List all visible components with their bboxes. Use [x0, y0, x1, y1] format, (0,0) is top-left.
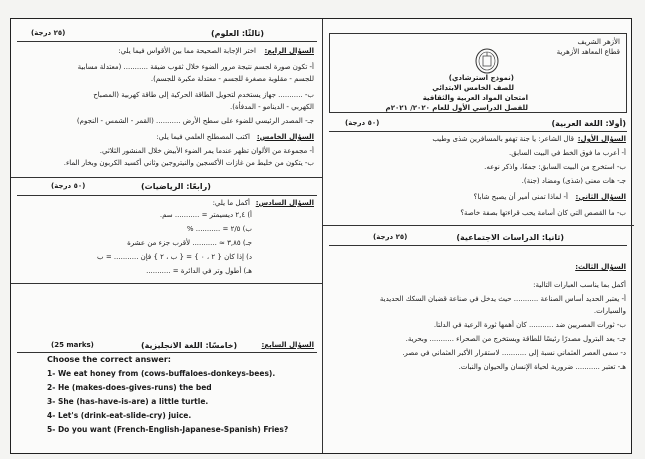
header-exam: امتحان المواد العربية والثقافية [422, 94, 528, 102]
header-term: للفصل الدراسي الأول للعام ٢٠٢٠/ ٢٠٢١م [385, 104, 528, 112]
q3-label: السؤال الثالث: [575, 263, 626, 271]
q3-a: أ- يعتبر الحديد أساس الصناعة ........... حيث يدخل في صناعة قضبان السكك الحديدية [379, 295, 626, 303]
q1-b: ب- استخرج من البيت السابق: جمعًا، واذكر نوعه. [484, 163, 626, 171]
english-item-1: 1- We eat honey from (cows-buffaloes-donkeys-bees). [47, 369, 276, 378]
english-title: (خامسًا: اللغة الانجليزية) [141, 341, 238, 350]
exam-header [329, 33, 627, 113]
section-divider [11, 283, 322, 284]
english-instruction: Choose the correct answer: [47, 355, 171, 364]
q1-label: السؤال الأول: [577, 135, 626, 143]
arabic-title: (أولا: اللغة العربية) [551, 119, 626, 128]
q6-label: السؤال السادس: [255, 199, 314, 207]
science-title: (ثالثًا: العلوم) [211, 29, 264, 38]
header-org1: الأزهر الشريف [577, 38, 620, 46]
right-column [323, 19, 634, 453]
q1-text: قال الشاعر: يا جنة تهفو بالمسافرين شذى وطيب [432, 135, 574, 143]
q4-a: أ- تكون صورة لجسم نتيجة مرور الضوء خلال ثقوب ضيقة ........... (معتدلة مسابية [77, 63, 314, 71]
english-item-2: 2- He (makes-does-gives-runs) the bed [47, 383, 212, 392]
q6-e: هـ) أطول وتر في الدائرة = ........... [146, 267, 252, 275]
q4-a2: للجسم - مقلوبة مصغرة للجسم - معتدلة مكبرة للجسم). [150, 75, 314, 83]
q4-intro: اختر الإجابة الصحيحة مما بين الأقواس فيما يلي: [118, 47, 256, 55]
q4-c: جـ- المصدر الرئيسي للضوء على سطح الأرض ........... (القمر - الشمس - النجوم) [76, 117, 314, 125]
q3-d: د- سمى العصر العثماني نسبة إلى ........... لاستقرار الأكبر العثماني في مصر. [402, 349, 626, 357]
english-item-5: 5- Do you want (French-English-Japanese-Spanish) Fries? [47, 425, 289, 434]
q6-d: د) إذا كان { ٢ ، ٠ } = { ب ، ٢ } فإن ........... = ب [97, 253, 252, 261]
q1-c: جـ- هات معنى (شذى) ومضاد (جنة). [521, 177, 626, 185]
english-marks: (25 marks) [51, 341, 94, 349]
q3-e: هـ- تعتبر ........... ضرورية لحياة الإنسان والحيوان والنبات. [458, 363, 626, 371]
header-model: (نموذج استرشادي) [448, 74, 514, 82]
q3-a2: والسيارات. [593, 307, 626, 315]
section-divider [11, 177, 322, 178]
q1-a: أ- أعرب ما فوق الخط في البيت السابق. [509, 149, 626, 157]
q3-b: ب- ثورات المصريين ضد ........... كان أهمها ثورة الرعية في الدلتا. [433, 321, 626, 329]
social-marks: (٢٥ درجة) [373, 233, 408, 241]
science-marks: (٢٥ درجة) [31, 29, 66, 37]
math-marks: (٥٠ درجة) [51, 182, 86, 190]
q5-intro: اكتب المصطلح العلمي فيما يلي: [156, 133, 250, 141]
divider [329, 131, 627, 132]
english-item-3: 3- She (has-have-is-are) a little turtle. [47, 397, 209, 406]
azhar-logo-icon [475, 48, 499, 74]
q5-label: السؤال الخامس: [256, 133, 314, 141]
q6-b: ب) ٢/٥ = ........... % [186, 225, 252, 233]
q2-b: ب- ما القصص التي كان أسامة يحب قراءتها بصفة خاصة؟ [460, 209, 626, 217]
social-title: (ثانيا: الدراسات الاجتماعية) [456, 233, 564, 242]
english-item-4: 4- Let's (drink-eat-slide-cry) juice. [47, 411, 192, 420]
section-divider [323, 225, 634, 226]
q2-a: أ- لماذا تمنى أمير أن يصبح شابا؟ [473, 193, 568, 201]
q2-label: السؤال الثاني: [575, 193, 626, 201]
q6-c: جـ) ٣,٨٥ ≈ ........... لأقرب جزء من عشرة [127, 239, 252, 247]
q3-intro: أكمل بما يناسب العبارات التالية: [533, 281, 626, 289]
q6-intro: أكمل ما يلي: [212, 199, 250, 207]
q5-a: أ- مجموعة من الألوان تظهر عندما يمر الضوء الأبيض خلال المنشور الثلاثي. [99, 147, 314, 155]
math-title: (رابعًا: الرياضيات) [141, 182, 211, 191]
q3-c: جـ- يعد البترول مصدرًا رئيسًا للطاقة ويستخرج من الصحراء ........... وبحرية. [405, 335, 626, 343]
header-grade: للصف الخامس الابتدائي [432, 84, 514, 92]
exam-sheet [10, 18, 632, 454]
q6-a: أ) ٢,٤ ديسيمتر = ........... سم. [159, 211, 252, 219]
q4-b: ب- ........... جهاز يستخدم لتحويل الطاقة الحركية إلى طاقة كهربية (المصباح [93, 91, 314, 99]
q4-label: السؤال الرابع: [264, 47, 314, 55]
q4-b2: الكهربي - الدينامو - المدفأة). [230, 103, 314, 111]
divider [17, 195, 317, 196]
divider [17, 352, 317, 353]
divider [17, 41, 317, 42]
left-column [11, 19, 322, 453]
q7-label: السؤال السابع: [261, 341, 314, 349]
arabic-marks: (٥٠ درجة) [345, 119, 380, 127]
header-org2: قطاع المعاهد الأزهرية [556, 48, 620, 56]
divider [329, 245, 627, 246]
q5-b: ب- يتكون من خليط من غازات الأكسجين والنيتروجين وثاني أكسيد الكربون وبخار الماء. [63, 159, 314, 167]
